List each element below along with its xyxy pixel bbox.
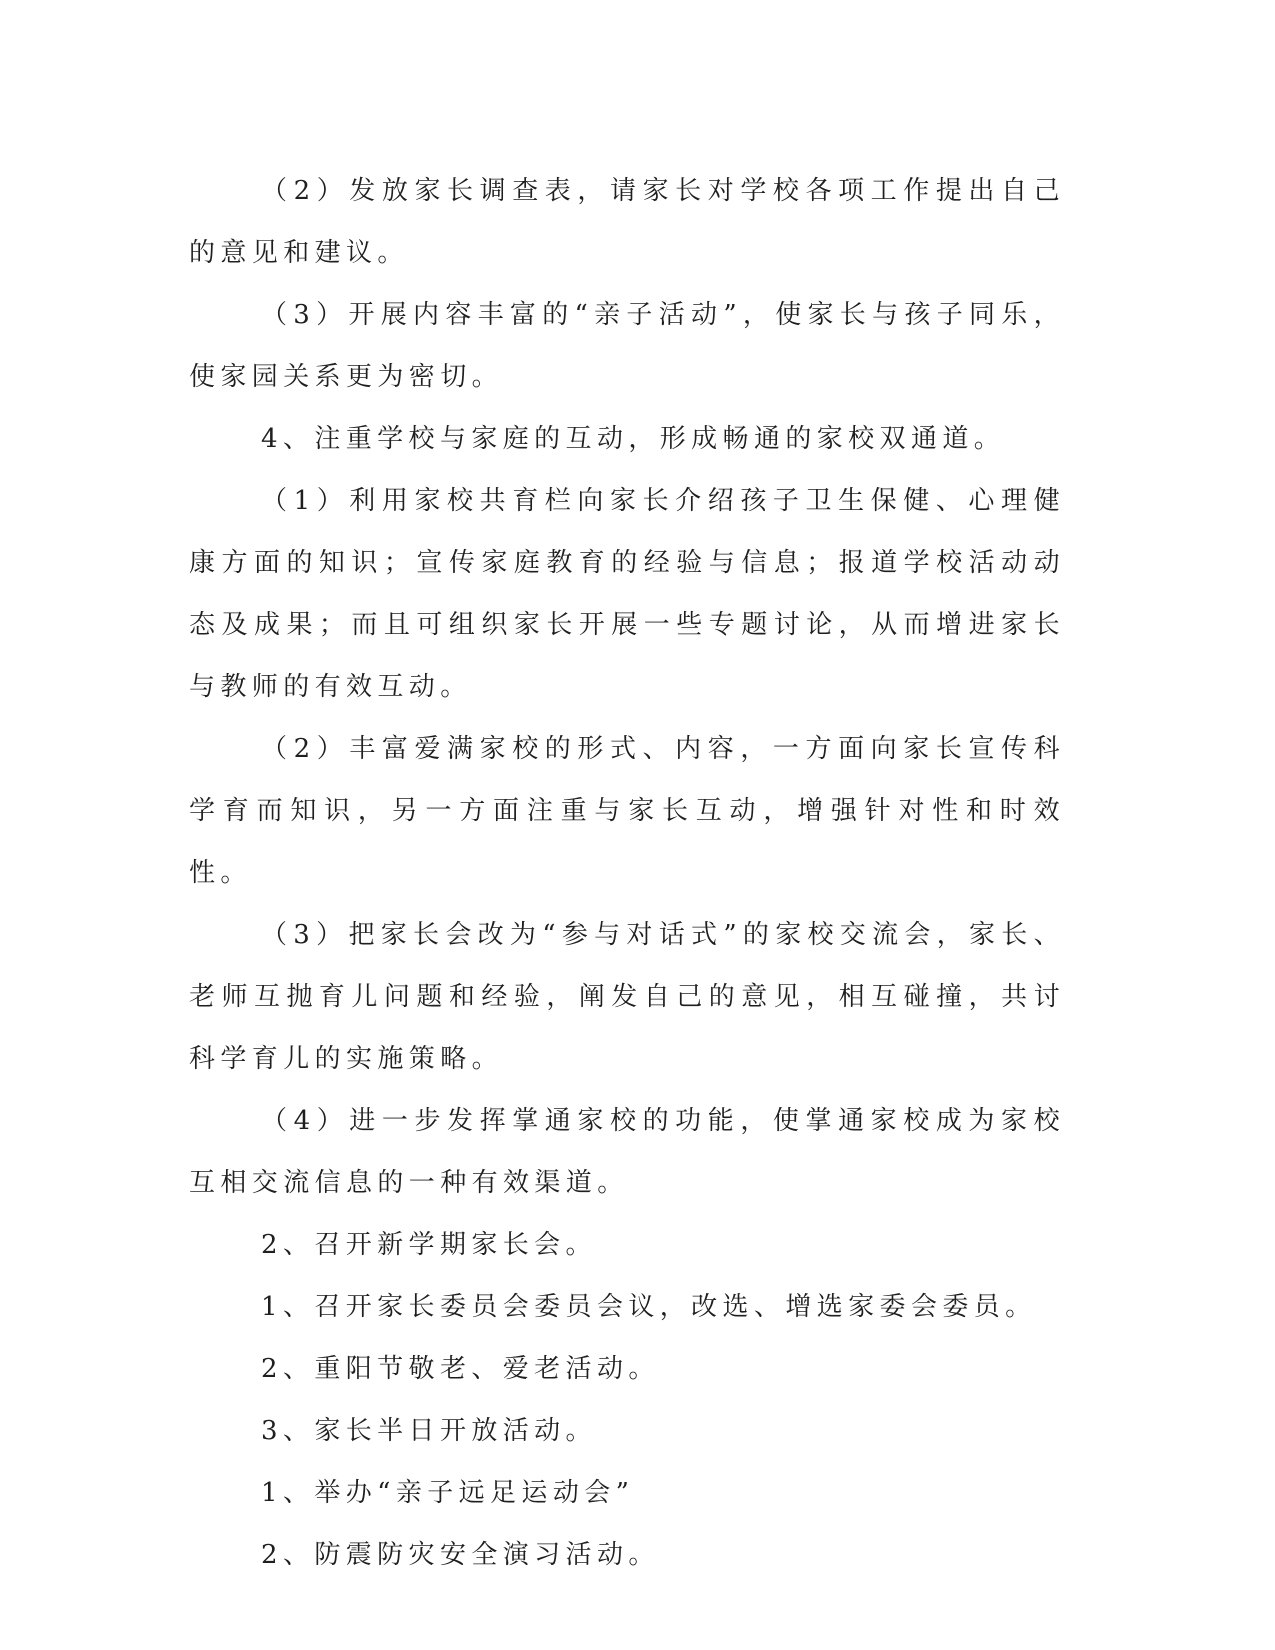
paragraph: （1）利用家校共育栏向家长介绍孩子卫生保健、心理健康方面的知识；宣传家庭教育的经验与信息；报道学校活动动态及成果；而且可组织家长开展一些专题讨论，从而增进家长与教师的有效互动。 bbox=[189, 486, 1065, 702]
paragraph: （2）发放家长调查表，请家长对学校各项工作提出自己的意见和建议。 bbox=[189, 176, 1065, 268]
paragraph: （2）丰富爱满家校的形式、内容，一方面向家长宣传科学育而知识，另一方面注重与家长互动，增强针对性和时效性。 bbox=[189, 734, 1065, 888]
paragraph: 4、注重学校与家庭的互动，形成畅通的家校双通道。 bbox=[261, 424, 1006, 454]
paragraph: 3、家长半日开放活动。 bbox=[261, 1416, 597, 1446]
paragraph: 1、召开家长委员会委员会议，改选、增选家委会委员。 bbox=[261, 1292, 1037, 1322]
paragraph: （3）把家长会改为“参与对话式”的家校交流会，家长、老师互抛育儿问题和经验，阐发自己的意见，相互碰撞，共讨科学育儿的实施策略。 bbox=[189, 920, 1065, 1074]
paragraph: 2、召开新学期家长会。 bbox=[261, 1230, 597, 1260]
paragraph: 1、举办“亲子远足运动会” bbox=[261, 1478, 635, 1508]
paragraph: 2、防震防灾安全演习活动。 bbox=[261, 1540, 660, 1570]
paragraph: 2、重阳节敬老、爱老活动。 bbox=[261, 1354, 660, 1384]
document-body bbox=[189, 160, 1065, 1586]
paragraph: （4）进一步发挥掌通家校的功能，使掌通家校成为家校互相交流信息的一种有效渠道。 bbox=[189, 1106, 1065, 1198]
paragraph: （3）开展内容丰富的“亲子活动”，使家长与孩子同乐，使家园关系更为密切。 bbox=[189, 300, 1065, 392]
